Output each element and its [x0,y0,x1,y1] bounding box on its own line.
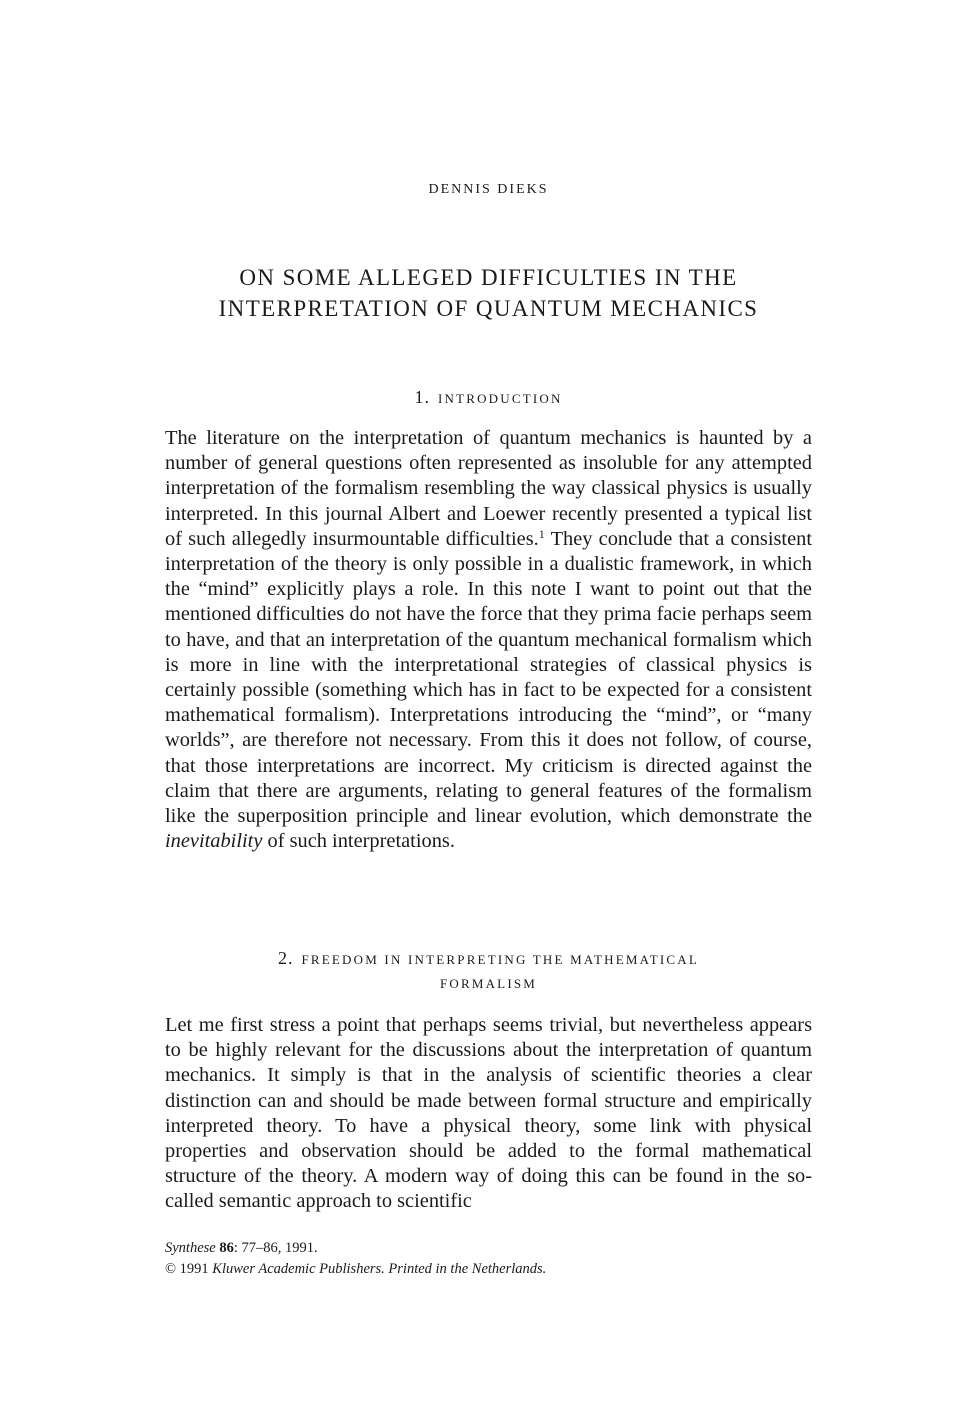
publisher-name: Kluwer Academic Publishers. Printed in the Netherlands. [212,1261,547,1277]
author-name: DENNIS DIEKS [428,182,549,197]
copyright-year: 1991 [179,1261,209,1277]
section-1-heading [165,385,812,411]
title-line-1: ON SOME ALLEGED DIFFICULTIES IN THE [239,265,738,290]
section-2-title-line-1: FREEDOM IN INTERPRETING THE MATHEMATICAL [301,952,700,967]
copyright-line [165,1259,812,1280]
title-line-2: INTERPRETATION OF QUANTUM MECHANICS [218,296,759,321]
section-2-paragraph: Let me first stress a point that perhaps seems trivial, but nevertheless appears to be highly relevant for the discussions about the interpretation of quantum mechanics. It simply is that in the analysis of scientific theories a clear distinction can and should be made between formal structure and empirically interpreted theory. To have a physical theory, some link with physical properties and observation should be added to the formal mathematical structure of the theory. A modern way of doing this can be found in the so-called semantic approach to scientific [165,1014,812,1213]
section-2-number: 2. [277,948,294,968]
citation-line [165,1238,812,1259]
section-2-heading-line-1 [165,946,812,972]
intro-text-part-2: They conclude that a consistent interpretation of the theory is only possible in a dualistic framework, in which the “mind” explicitly plays a role. In this note I want to point out that the mentioned difficulties do not have the force that they prima facie perhaps seem to have, and that an interpretation of the quantum mechanical formalism which is more in line with the interpretational strategies of classical physics is certainly possible (something which has in fact to be expected for a consistent mathematical formalism). Interpretations introducing the “mind”, or “many worlds”, are therefore not necessary. From this it does not follow, of course, that those interpretations are incorrect. My criticism is directed against the claim that there are arguments, relating to general features of the formalism like the superposition principle and linear evolution, which demonstrate the [165,527,813,828]
copyright-icon: © [165,1261,177,1277]
intro-text-part-1: The literature on the interpretation of quantum mechanics is haunted by a number of general questions often represented as insoluble for any attempted interpretation of the formalism resembling the way classical physics is usually interpreted. In this journal Albert and Loewer recently presented a typical list of such allegedly insurmountable difficulties. [165,427,812,550]
page-footer [165,1238,812,1280]
journal-volume: 86 [219,1240,234,1256]
intro-emphasis: inevitability [165,830,263,853]
journal-pages: : 77–86, 1991. [233,1240,318,1256]
section-1-title: INTRODUCTION [437,391,563,406]
introduction-paragraph [165,426,812,854]
section-2-title-line-2: FORMALISM [439,976,538,991]
paper-title [165,262,812,324]
journal-name: Synthese [165,1240,216,1256]
footnote-reference[interactable]: 1 [538,526,545,541]
section-2-heading [165,946,812,996]
intro-text-part-3: of such interpretations. [262,830,455,853]
section-1-number: 1. [414,387,430,407]
